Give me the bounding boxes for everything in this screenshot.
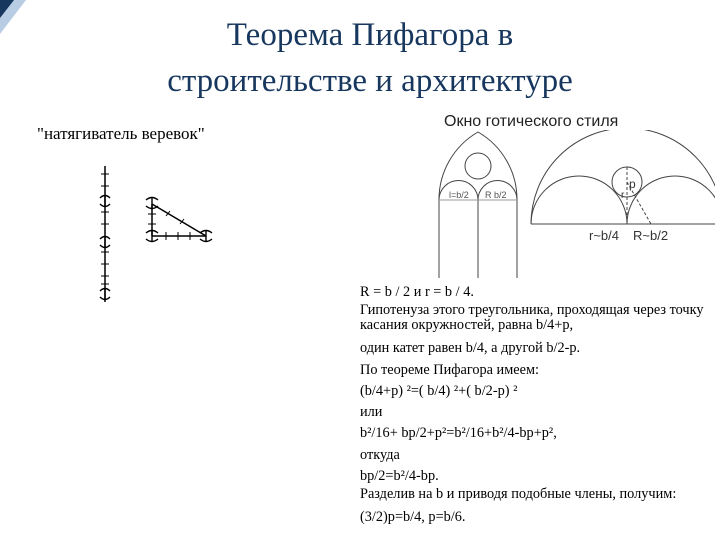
text-line: R = b / 2 и r = b / 4. xyxy=(360,284,474,300)
peg-icon xyxy=(100,237,110,248)
corner-decoration xyxy=(0,0,60,40)
title-line-1: Теорема Пифагора в xyxy=(226,17,514,53)
gothic-window-caption: Окно готического стиля xyxy=(444,113,619,130)
title-line-2: строительстве и архитектуре xyxy=(167,63,573,99)
text-line: Разделив на b и приводя подобные члены, получим: xyxy=(360,486,677,503)
rope-triangle xyxy=(148,204,206,240)
small-left-label: l=b/2 xyxy=(449,190,469,200)
small-right-label: R b/2 xyxy=(485,190,507,200)
text-line: Гипотенуза этого треугольника, проходящая через точку касания окружностей, равна b/4+p, xyxy=(360,302,704,334)
derivation-text xyxy=(360,282,712,529)
vertical-rope xyxy=(101,166,109,302)
b2-label: R~b/2 xyxy=(633,228,669,243)
formula-line: (3/2)p=b/4, p=b/6. xyxy=(360,509,466,526)
gothic-window-figure xyxy=(425,130,715,280)
text-line: По теореме Пифагора имеем: xyxy=(360,361,539,378)
rope-stretcher-caption: "натягиватель веревок" xyxy=(37,124,205,143)
rope-stretcher-figure xyxy=(90,160,230,310)
text-line: или xyxy=(360,404,383,421)
text-line: откуда xyxy=(360,446,400,463)
p-label: p xyxy=(629,177,636,191)
peg-icon xyxy=(100,196,110,207)
text-line: один катет равен b/4, а другой b/2-p. xyxy=(360,340,581,357)
r-label: r xyxy=(621,190,625,201)
gothic-window-right xyxy=(531,130,715,224)
slide-title xyxy=(60,12,680,104)
formula-line: (b/4+p) ²=( b/4) ²+( b/2-p) ² xyxy=(360,382,518,399)
peg-icon xyxy=(146,197,158,209)
formula-line: bp/2=b²/4-bp. xyxy=(360,468,439,485)
peg-icon xyxy=(100,289,110,300)
b4-label: r~b/4 xyxy=(589,228,619,243)
gothic-window-left xyxy=(439,132,517,278)
formula-line: b²/16+ bp/2+p²=b²/16+b²/4-bp+p², xyxy=(360,425,557,442)
